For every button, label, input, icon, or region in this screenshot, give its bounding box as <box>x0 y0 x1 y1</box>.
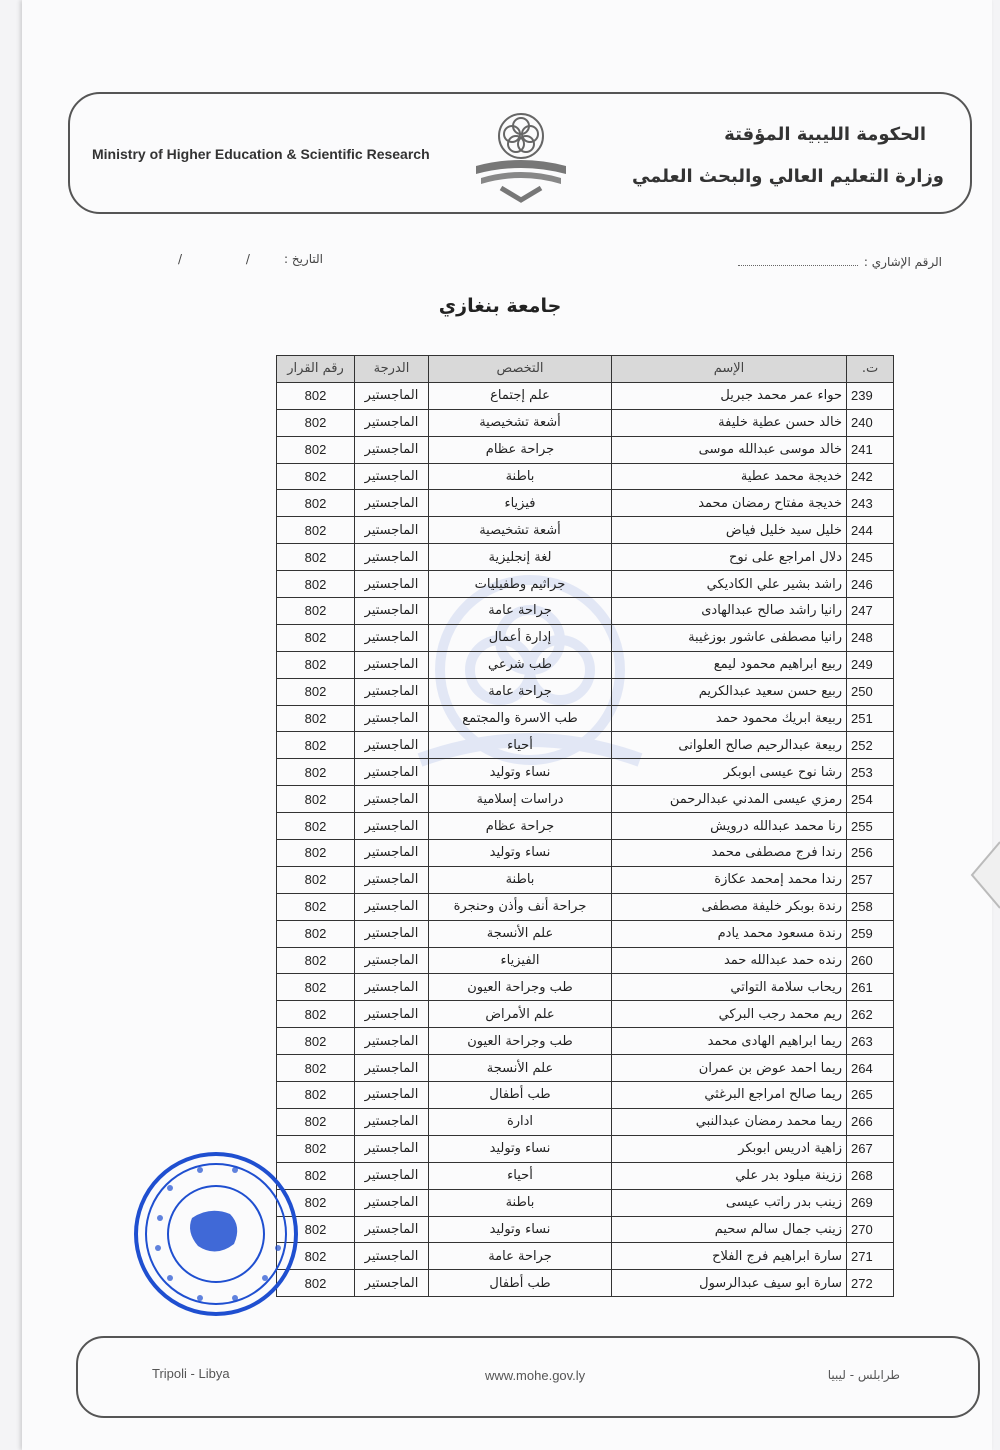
row-degree: الماجستير <box>355 1135 429 1162</box>
row-number: 256 <box>847 840 894 867</box>
row-specialization: نساء وتوليد <box>429 759 612 786</box>
row-number: 264 <box>847 1055 894 1082</box>
row-number: 261 <box>847 974 894 1001</box>
row-degree: الماجستير <box>355 866 429 893</box>
row-name: رشا نوح عيسى ابوبكر <box>612 759 847 786</box>
row-number: 244 <box>847 517 894 544</box>
row-degree: الماجستير <box>355 705 429 732</box>
row-degree: الماجستير <box>355 1243 429 1270</box>
row-name: ربيع ابراهيم محمود ليمع <box>612 651 847 678</box>
ministry-name-ar: وزارة التعليم العالي والبحث العلمي <box>631 166 944 187</box>
row-degree: الماجستير <box>355 840 429 867</box>
row-decision: 802 <box>277 598 355 625</box>
row-degree: الماجستير <box>355 1189 429 1216</box>
row-name: رنده حمد عبدالله حمد <box>612 947 847 974</box>
row-name: ريحاب سلامة التواتي <box>612 974 847 1001</box>
date-slashes: / / <box>178 252 280 266</box>
row-degree: الماجستير <box>355 813 429 840</box>
row-degree: الماجستير <box>355 436 429 463</box>
row-decision: 802 <box>277 490 355 517</box>
row-number: 272 <box>847 1270 894 1297</box>
row-number: 266 <box>847 1108 894 1135</box>
row-number: 269 <box>847 1189 894 1216</box>
row-number: 241 <box>847 436 894 463</box>
row-degree: الماجستير <box>355 1082 429 1109</box>
row-name: رندا محمد إمحمد عكازة <box>612 866 847 893</box>
table-row <box>277 1108 894 1135</box>
row-name: ربيعة ابريك محمود حمد <box>612 705 847 732</box>
row-specialization: جراثيم وطفيليات <box>429 571 612 598</box>
row-degree: الماجستير <box>355 1028 429 1055</box>
row-specialization: طب أطفال <box>429 1082 612 1109</box>
row-specialization: أحياء <box>429 1162 612 1189</box>
official-stamp-icon <box>130 1148 302 1320</box>
row-decision: 802 <box>277 1135 355 1162</box>
row-number: 259 <box>847 920 894 947</box>
row-decision: 802 <box>277 409 355 436</box>
row-degree: الماجستير <box>355 893 429 920</box>
row-name: رانيا راشد صالح عبدالهادى <box>612 598 847 625</box>
table-row <box>277 1270 894 1297</box>
ministry-name-en: Ministry of Higher Education & Scientific Research <box>92 146 430 162</box>
row-name: ربيع حسن سعيد عبدالكريم <box>612 678 847 705</box>
row-decision: 802 <box>277 786 355 813</box>
row-specialization: أشعة تشخيصية <box>429 517 612 544</box>
row-number: 255 <box>847 813 894 840</box>
row-degree: الماجستير <box>355 624 429 651</box>
table-row <box>277 571 894 598</box>
row-number: 248 <box>847 624 894 651</box>
row-specialization: طب شرعي <box>429 651 612 678</box>
row-degree: الماجستير <box>355 544 429 571</box>
row-degree: الماجستير <box>355 571 429 598</box>
row-name: رندة بوبكر خليفة مصطفى <box>612 893 847 920</box>
row-decision: 802 <box>277 1108 355 1135</box>
row-degree: الماجستير <box>355 651 429 678</box>
row-decision: 802 <box>277 1001 355 1028</box>
row-specialization: نساء وتوليد <box>429 1135 612 1162</box>
row-name: رندا فرج مصطفى محمد <box>612 840 847 867</box>
row-number: 270 <box>847 1216 894 1243</box>
row-specialization: جراحة عظام <box>429 813 612 840</box>
row-name: خليل سيد خليل فياض <box>612 517 847 544</box>
row-specialization: جراحة عامة <box>429 678 612 705</box>
table-row <box>277 947 894 974</box>
row-name: رمزي عيسى المدني عبدالرحمن <box>612 786 847 813</box>
table-row <box>277 893 894 920</box>
row-name: ززينة ميلود بدر علي <box>612 1162 847 1189</box>
row-name: زاهية ادريس ابوبكر <box>612 1135 847 1162</box>
government-name-ar: الحكومة الليبية المؤقتة <box>724 124 926 145</box>
row-degree: الماجستير <box>355 517 429 544</box>
row-specialization: أحياء <box>429 732 612 759</box>
row-decision: 802 <box>277 705 355 732</box>
row-number: 268 <box>847 1162 894 1189</box>
row-decision: 802 <box>277 974 355 1001</box>
row-decision: 802 <box>277 517 355 544</box>
row-number: 243 <box>847 490 894 517</box>
row-specialization: باطنة <box>429 866 612 893</box>
row-name: ريما احمد عوض بن عمران <box>612 1055 847 1082</box>
row-degree: الماجستير <box>355 786 429 813</box>
row-number: 263 <box>847 1028 894 1055</box>
row-specialization: علم إجتماع <box>429 382 612 409</box>
row-decision: 802 <box>277 382 355 409</box>
row-name: زينب بدر راتب عيسى <box>612 1189 847 1216</box>
footer-website: www.mohe.gov.ly <box>485 1368 586 1383</box>
row-degree: الماجستير <box>355 678 429 705</box>
page-edge-arrow-icon <box>968 840 1000 910</box>
reference-label: الرقم الإشاري : <box>863 255 942 269</box>
table-row <box>277 786 894 813</box>
row-name: خديجة محمد عطية <box>612 463 847 490</box>
row-degree: الماجستير <box>355 1270 429 1297</box>
row-number: 239 <box>847 382 894 409</box>
row-degree: الماجستير <box>355 1055 429 1082</box>
table-header-row <box>277 356 894 383</box>
row-specialization: نساء وتوليد <box>429 840 612 867</box>
row-specialization: علم الأمراض <box>429 1001 612 1028</box>
row-number: 265 <box>847 1082 894 1109</box>
row-decision: 802 <box>277 759 355 786</box>
row-name: حواء عمر محمد جبريل <box>612 382 847 409</box>
row-number: 258 <box>847 893 894 920</box>
row-number: 262 <box>847 1001 894 1028</box>
row-decision: 802 <box>277 571 355 598</box>
row-degree: الماجستير <box>355 598 429 625</box>
row-name: ريما ابراهيم الهادى محمد <box>612 1028 847 1055</box>
header-name: الإسم <box>612 356 847 383</box>
row-specialization: علم الأنسجة <box>429 920 612 947</box>
row-name: زينب جمال سالم سحيم <box>612 1216 847 1243</box>
row-specialization: باطنة <box>429 463 612 490</box>
table-row <box>277 517 894 544</box>
ministry-logo-icon <box>456 104 586 204</box>
header-decision: رقم القرار <box>277 356 355 383</box>
graduates-table <box>276 355 894 1297</box>
table-row <box>277 1189 894 1216</box>
table-row <box>277 866 894 893</box>
row-degree: الماجستير <box>355 759 429 786</box>
table-row <box>277 813 894 840</box>
row-name: خديجة مفتاح رمضان محمد <box>612 490 847 517</box>
row-specialization: جراحة عظام <box>429 436 612 463</box>
row-number: 242 <box>847 463 894 490</box>
table-row <box>277 705 894 732</box>
row-specialization: الفيزياء <box>429 947 612 974</box>
row-number: 251 <box>847 705 894 732</box>
row-number: 250 <box>847 678 894 705</box>
table-row <box>277 1162 894 1189</box>
row-number: 267 <box>847 1135 894 1162</box>
row-specialization: طب وجراحة العيون <box>429 1028 612 1055</box>
row-decision: 802 <box>277 1270 355 1297</box>
table-row <box>277 920 894 947</box>
footer-city-en: Tripoli - Libya <box>152 1366 230 1381</box>
row-decision: 802 <box>277 544 355 571</box>
row-specialization: فيزياء <box>429 490 612 517</box>
row-specialization: دراسات إسلامية <box>429 786 612 813</box>
row-number: 247 <box>847 598 894 625</box>
row-decision: 802 <box>277 947 355 974</box>
university-title: جامعة بنغازي <box>438 295 562 317</box>
row-decision: 802 <box>277 813 355 840</box>
row-number: 246 <box>847 571 894 598</box>
row-specialization: جراحة عامة <box>429 1243 612 1270</box>
row-number: 260 <box>847 947 894 974</box>
row-specialization: طب وجراحة العيون <box>429 974 612 1001</box>
table-row <box>277 840 894 867</box>
row-decision: 802 <box>277 651 355 678</box>
row-degree: الماجستير <box>355 463 429 490</box>
row-name: ريما محمد رمضان عبدالنبي <box>612 1108 847 1135</box>
row-specialization: إدارة أعمال <box>429 624 612 651</box>
row-name: خالد حسن عطية خليفة <box>612 409 847 436</box>
row-name: رانيا مصطفى عاشور بوزغيبة <box>612 624 847 651</box>
row-number: 252 <box>847 732 894 759</box>
row-degree: الماجستير <box>355 920 429 947</box>
row-specialization: ادارة <box>429 1108 612 1135</box>
table-row <box>277 490 894 517</box>
row-number: 245 <box>847 544 894 571</box>
table-row <box>277 1028 894 1055</box>
row-name: سارة ابراهيم فرج الفلاح <box>612 1243 847 1270</box>
row-decision: 802 <box>277 866 355 893</box>
table-row <box>277 974 894 1001</box>
row-degree: الماجستير <box>355 1216 429 1243</box>
row-degree: الماجستير <box>355 1162 429 1189</box>
row-decision: 802 <box>277 1216 355 1243</box>
row-decision: 802 <box>277 893 355 920</box>
row-specialization: أشعة تشخيصية <box>429 409 612 436</box>
row-degree: الماجستير <box>355 732 429 759</box>
row-decision: 802 <box>277 1162 355 1189</box>
row-specialization: لغة إنجليزية <box>429 544 612 571</box>
row-specialization: جراحة عامة <box>429 598 612 625</box>
row-number: 253 <box>847 759 894 786</box>
row-decision: 802 <box>277 1028 355 1055</box>
header-degree: الدرجة <box>355 356 429 383</box>
row-degree: الماجستير <box>355 1108 429 1135</box>
row-specialization: نساء وتوليد <box>429 1216 612 1243</box>
table-row <box>277 678 894 705</box>
row-number: 257 <box>847 866 894 893</box>
row-name: ريما صالح امراجع البرغثي <box>612 1082 847 1109</box>
row-degree: الماجستير <box>355 1001 429 1028</box>
row-name: راشد بشير علي الكاديكي <box>612 571 847 598</box>
row-degree: الماجستير <box>355 490 429 517</box>
date-field <box>178 252 323 266</box>
row-specialization: طب أطفال <box>429 1270 612 1297</box>
row-specialization: علم الأنسجة <box>429 1055 612 1082</box>
row-decision: 802 <box>277 624 355 651</box>
row-name: دلال امراجع على نوح <box>612 544 847 571</box>
row-name: سارة ابو سيف عبدالرسول <box>612 1270 847 1297</box>
table-row <box>277 759 894 786</box>
table-row <box>277 1001 894 1028</box>
header-no: ت. <box>847 356 894 383</box>
row-name: ربيعة عبدالرحيم صالح العلوانى <box>612 732 847 759</box>
row-specialization: طب الاسرة والمجتمع <box>429 705 612 732</box>
footer-city-ar: طرابلس - ليبيا <box>827 1368 900 1382</box>
table-row <box>277 1243 894 1270</box>
date-label: التاريخ : <box>283 252 323 266</box>
row-specialization: جراحة أنف وأذن وحنجرة <box>429 893 612 920</box>
header-specialization: التخصص <box>429 356 612 383</box>
row-degree: الماجستير <box>355 382 429 409</box>
row-specialization: باطنة <box>429 1189 612 1216</box>
row-degree: الماجستير <box>355 947 429 974</box>
reference-number-field <box>738 255 942 269</box>
row-decision: 802 <box>277 840 355 867</box>
row-decision: 802 <box>277 436 355 463</box>
row-name: خالد موسى عبدالله موسى <box>612 436 847 463</box>
row-name: ريم محمد رجب البركي <box>612 1001 847 1028</box>
table-row <box>277 409 894 436</box>
table-row <box>277 1055 894 1082</box>
row-degree: الماجستير <box>355 974 429 1001</box>
row-name: رنا محمد عبدالله درويش <box>612 813 847 840</box>
row-decision: 802 <box>277 463 355 490</box>
row-number: 271 <box>847 1243 894 1270</box>
row-decision: 802 <box>277 1243 355 1270</box>
table-row <box>277 1216 894 1243</box>
row-decision: 802 <box>277 678 355 705</box>
row-name: رندة مسعود محمد يادم <box>612 920 847 947</box>
table-row <box>277 1082 894 1109</box>
table-row <box>277 544 894 571</box>
table-row <box>277 732 894 759</box>
row-decision: 802 <box>277 1082 355 1109</box>
row-decision: 802 <box>277 732 355 759</box>
table-row <box>277 1135 894 1162</box>
row-decision: 802 <box>277 1055 355 1082</box>
row-decision: 802 <box>277 1189 355 1216</box>
row-number: 240 <box>847 409 894 436</box>
table-row <box>277 463 894 490</box>
row-number: 249 <box>847 651 894 678</box>
row-degree: الماجستير <box>355 409 429 436</box>
row-number: 254 <box>847 786 894 813</box>
row-decision: 802 <box>277 920 355 947</box>
table-row <box>277 624 894 651</box>
table-row <box>277 436 894 463</box>
table-row <box>277 382 894 409</box>
table-row <box>277 651 894 678</box>
table-row <box>277 598 894 625</box>
